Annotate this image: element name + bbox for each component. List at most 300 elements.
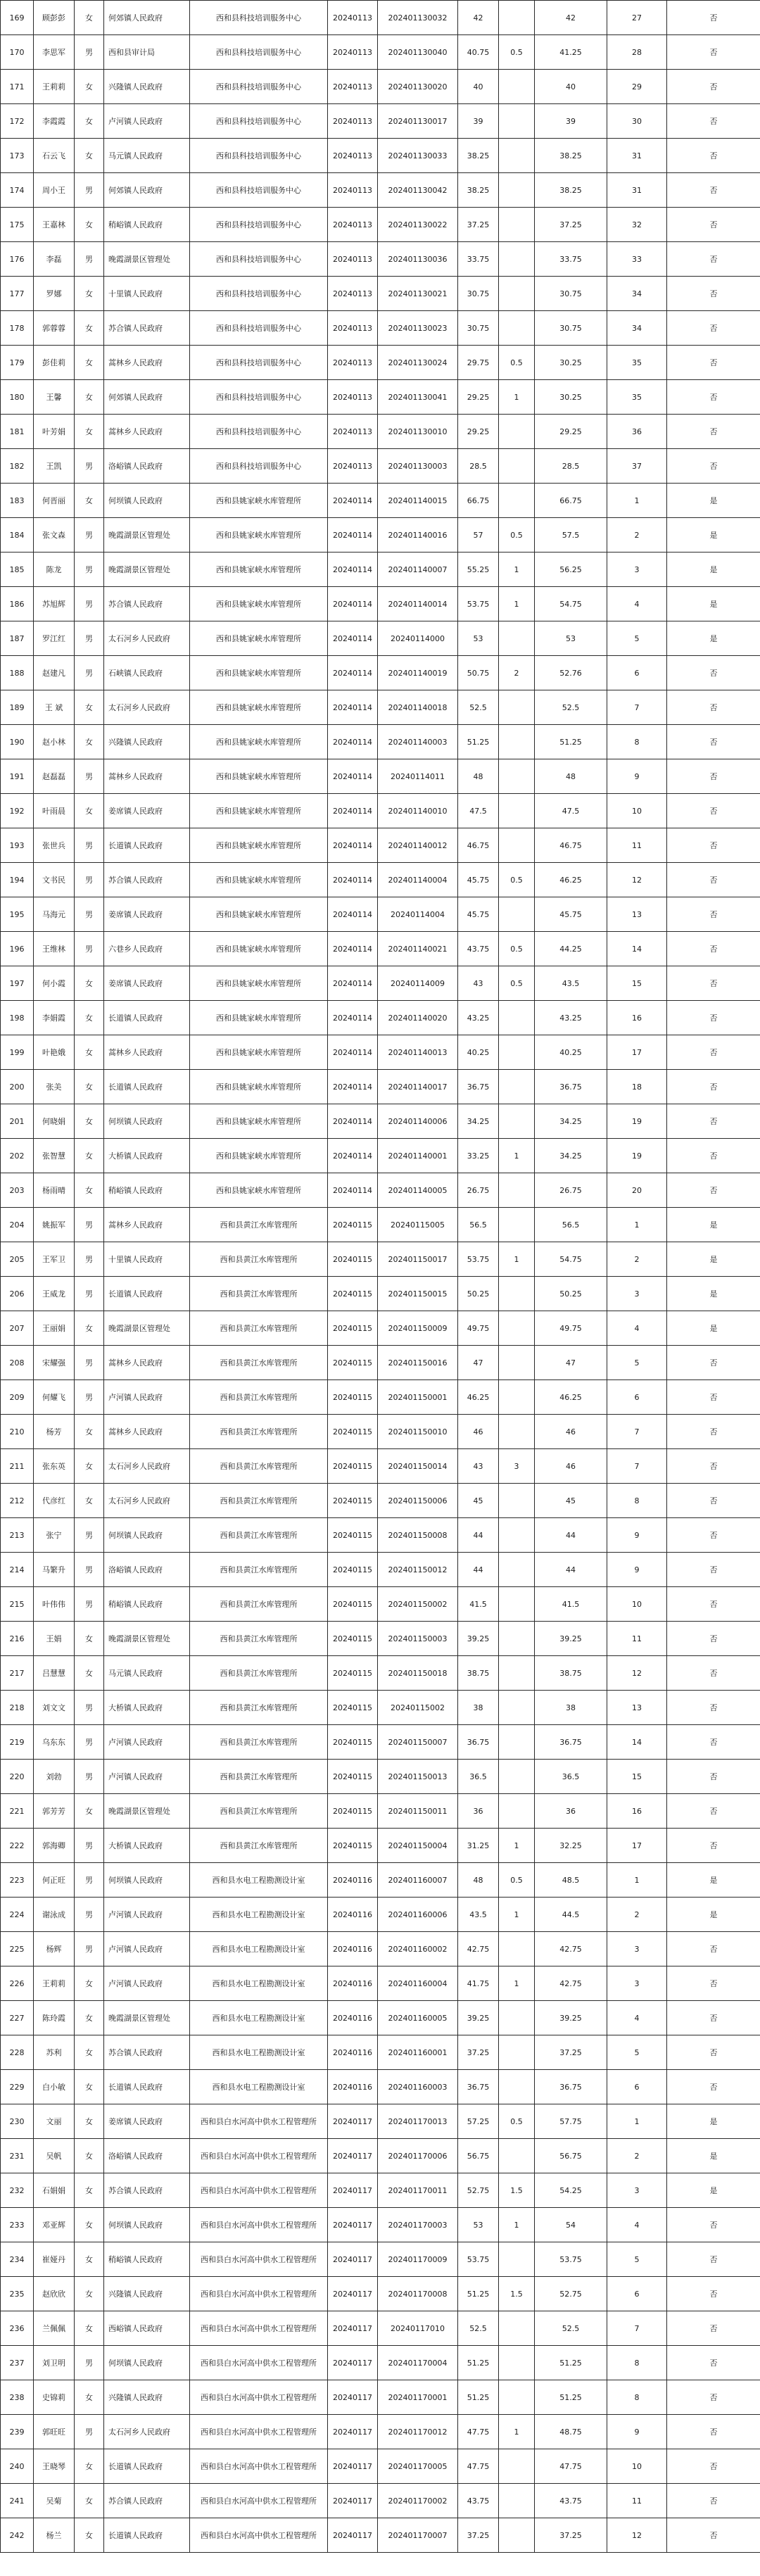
post-code-cell: 20240115 bbox=[328, 1415, 378, 1449]
post-code-cell: 20240115 bbox=[328, 1760, 378, 1794]
work-unit-cell: 何郊镇人民政府 bbox=[104, 380, 190, 415]
bonus-cell bbox=[499, 173, 535, 208]
total-score-cell: 46.25 bbox=[535, 863, 607, 897]
interview-cell: 否 bbox=[667, 208, 760, 242]
bonus-cell bbox=[499, 104, 535, 139]
bonus-cell bbox=[499, 1415, 535, 1449]
work-unit-cell: 苏合镇人民政府 bbox=[104, 863, 190, 897]
work-unit-cell: 姜席镇人民政府 bbox=[104, 2104, 190, 2139]
written-score-cell: 29.25 bbox=[458, 380, 499, 415]
rank-cell: 10 bbox=[607, 2449, 667, 2484]
total-score-cell: 37.25 bbox=[535, 2035, 607, 2070]
name-cell: 何小霞 bbox=[34, 966, 75, 1001]
table-row bbox=[1, 1242, 760, 1277]
seq-cell: 198 bbox=[1, 1001, 34, 1035]
work-unit-cell: 太石河乡人民政府 bbox=[104, 2415, 190, 2449]
applied-unit-cell: 西和县黄江水库管理所 bbox=[190, 1242, 328, 1277]
exam-number-cell: 202401130022 bbox=[378, 208, 458, 242]
total-score-cell: 52.75 bbox=[535, 2277, 607, 2311]
seq-cell: 207 bbox=[1, 1311, 34, 1346]
gender-cell: 女 bbox=[75, 2001, 104, 2035]
name-cell: 王威龙 bbox=[34, 1277, 75, 1311]
written-score-cell: 29.75 bbox=[458, 346, 499, 380]
total-score-cell: 47.5 bbox=[535, 794, 607, 828]
name-cell: 赵建凡 bbox=[34, 656, 75, 690]
interview-cell: 否 bbox=[667, 311, 760, 346]
name-cell: 王 斌 bbox=[34, 690, 75, 725]
rank-cell: 18 bbox=[607, 1070, 667, 1104]
post-code-cell: 20240114 bbox=[328, 1104, 378, 1139]
gender-cell: 女 bbox=[75, 1001, 104, 1035]
interview-cell: 否 bbox=[667, 2242, 760, 2277]
gender-cell: 男 bbox=[75, 1346, 104, 1380]
table-row bbox=[1, 1380, 760, 1415]
post-code-cell: 20240117 bbox=[328, 2484, 378, 2518]
written-score-cell: 44 bbox=[458, 1553, 499, 1587]
written-score-cell: 49.75 bbox=[458, 1311, 499, 1346]
table-row bbox=[1, 1208, 760, 1242]
table-row bbox=[1, 380, 760, 415]
post-code-cell: 20240114 bbox=[328, 518, 378, 553]
total-score-cell: 36.75 bbox=[535, 1725, 607, 1760]
name-cell: 顾彭彭 bbox=[34, 1, 75, 35]
work-unit-cell: 马元镇人民政府 bbox=[104, 139, 190, 173]
total-score-cell: 26.75 bbox=[535, 1173, 607, 1208]
table-row bbox=[1, 1484, 760, 1518]
post-code-cell: 20240113 bbox=[328, 449, 378, 484]
seq-cell: 216 bbox=[1, 1622, 34, 1656]
rank-cell: 32 bbox=[607, 208, 667, 242]
exam-number-cell: 202401140003 bbox=[378, 725, 458, 759]
post-code-cell: 20240114 bbox=[328, 966, 378, 1001]
table-row bbox=[1, 1070, 760, 1104]
exam-number-cell: 202401140007 bbox=[378, 553, 458, 587]
name-cell: 兰佩佩 bbox=[34, 2311, 75, 2346]
post-code-cell: 20240115 bbox=[328, 1242, 378, 1277]
interview-cell: 是 bbox=[667, 1311, 760, 1346]
name-cell: 张东英 bbox=[34, 1449, 75, 1484]
applied-unit-cell: 西和县黄江水库管理所 bbox=[190, 1587, 328, 1622]
table-row bbox=[1, 1553, 760, 1587]
interview-cell: 否 bbox=[667, 1829, 760, 1863]
interview-cell: 否 bbox=[667, 1760, 760, 1794]
seq-cell: 237 bbox=[1, 2346, 34, 2380]
exam-number-cell: 202401170008 bbox=[378, 2277, 458, 2311]
total-score-cell: 40 bbox=[535, 70, 607, 104]
post-code-cell: 20240117 bbox=[328, 2208, 378, 2242]
seq-cell: 180 bbox=[1, 380, 34, 415]
table-row bbox=[1, 1622, 760, 1656]
seq-cell: 229 bbox=[1, 2070, 34, 2104]
rank-cell: 13 bbox=[607, 1691, 667, 1725]
rank-cell: 6 bbox=[607, 656, 667, 690]
seq-cell: 181 bbox=[1, 415, 34, 449]
gender-cell: 女 bbox=[75, 1, 104, 35]
table-row bbox=[1, 139, 760, 173]
work-unit-cell: 蒿林乡人民政府 bbox=[104, 1415, 190, 1449]
rank-cell: 2 bbox=[607, 1898, 667, 1932]
seq-cell: 172 bbox=[1, 104, 34, 139]
gender-cell: 女 bbox=[75, 415, 104, 449]
work-unit-cell: 兴隆镇人民政府 bbox=[104, 2380, 190, 2415]
name-cell: 赵欣欣 bbox=[34, 2277, 75, 2311]
bonus-cell bbox=[499, 828, 535, 863]
total-score-cell: 52.76 bbox=[535, 656, 607, 690]
rank-cell: 2 bbox=[607, 1242, 667, 1277]
gender-cell: 女 bbox=[75, 380, 104, 415]
rank-cell: 7 bbox=[607, 2311, 667, 2346]
work-unit-cell: 卢河镇人民政府 bbox=[104, 1932, 190, 1966]
interview-cell: 否 bbox=[667, 346, 760, 380]
table-row bbox=[1, 1104, 760, 1139]
exam-number-cell: 202401150003 bbox=[378, 1622, 458, 1656]
bonus-cell: 1 bbox=[499, 1966, 535, 2001]
work-unit-cell: 大桥镇人民政府 bbox=[104, 1691, 190, 1725]
bonus-cell: 1 bbox=[499, 1829, 535, 1863]
name-cell: 吴帆 bbox=[34, 2139, 75, 2173]
post-code-cell: 20240116 bbox=[328, 1932, 378, 1966]
bonus-cell: 0.5 bbox=[499, 346, 535, 380]
written-score-cell: 53 bbox=[458, 2208, 499, 2242]
name-cell: 陈玲霞 bbox=[34, 2001, 75, 2035]
exam-number-cell: 202401140016 bbox=[378, 518, 458, 553]
table-row bbox=[1, 2139, 760, 2173]
work-unit-cell: 长道镇人民政府 bbox=[104, 828, 190, 863]
gender-cell: 女 bbox=[75, 1449, 104, 1484]
total-score-cell: 44 bbox=[535, 1553, 607, 1587]
gender-cell: 男 bbox=[75, 1691, 104, 1725]
applied-unit-cell: 西和县姚家峡水库管理所 bbox=[190, 553, 328, 587]
rank-cell: 8 bbox=[607, 725, 667, 759]
total-score-cell: 28.5 bbox=[535, 449, 607, 484]
table-row bbox=[1, 2208, 760, 2242]
written-score-cell: 43 bbox=[458, 1449, 499, 1484]
name-cell: 邓亚辉 bbox=[34, 2208, 75, 2242]
interview-cell: 否 bbox=[667, 242, 760, 277]
work-unit-cell: 石峡镇人民政府 bbox=[104, 656, 190, 690]
gender-cell: 男 bbox=[75, 621, 104, 656]
bonus-cell bbox=[499, 1070, 535, 1104]
applied-unit-cell: 西和县科技培训服务中心 bbox=[190, 311, 328, 346]
gender-cell: 女 bbox=[75, 484, 104, 518]
bonus-cell bbox=[499, 2139, 535, 2173]
written-score-cell: 36.75 bbox=[458, 1070, 499, 1104]
table-row bbox=[1, 2104, 760, 2139]
written-score-cell: 66.75 bbox=[458, 484, 499, 518]
post-code-cell: 20240115 bbox=[328, 1311, 378, 1346]
bonus-cell bbox=[499, 1760, 535, 1794]
gender-cell: 女 bbox=[75, 104, 104, 139]
seq-cell: 228 bbox=[1, 2035, 34, 2070]
rank-cell: 1 bbox=[607, 1208, 667, 1242]
applied-unit-cell: 西和县姚家峡水库管理所 bbox=[190, 863, 328, 897]
bonus-cell bbox=[499, 449, 535, 484]
interview-cell: 是 bbox=[667, 2104, 760, 2139]
table-row bbox=[1, 587, 760, 621]
post-code-cell: 20240115 bbox=[328, 1553, 378, 1587]
bonus-cell bbox=[499, 1277, 535, 1311]
post-code-cell: 20240113 bbox=[328, 415, 378, 449]
interview-cell: 否 bbox=[667, 1035, 760, 1070]
seq-cell: 185 bbox=[1, 553, 34, 587]
work-unit-cell: 晚霞湖景区管理处 bbox=[104, 1622, 190, 1656]
bonus-cell bbox=[499, 794, 535, 828]
gender-cell: 男 bbox=[75, 1380, 104, 1415]
written-score-cell: 43.75 bbox=[458, 932, 499, 966]
table-row bbox=[1, 1966, 760, 2001]
applied-unit-cell: 西和县白水河高中供水工程管理所 bbox=[190, 2346, 328, 2380]
work-unit-cell: 何郊镇人民政府 bbox=[104, 173, 190, 208]
name-cell: 王莉莉 bbox=[34, 1966, 75, 2001]
seq-cell: 201 bbox=[1, 1104, 34, 1139]
post-code-cell: 20240114 bbox=[328, 863, 378, 897]
exam-number-cell: 20240114009 bbox=[378, 966, 458, 1001]
interview-cell: 否 bbox=[667, 1553, 760, 1587]
written-score-cell: 42 bbox=[458, 1, 499, 35]
seq-cell: 210 bbox=[1, 1415, 34, 1449]
rank-cell: 10 bbox=[607, 1587, 667, 1622]
name-cell: 杨雨晴 bbox=[34, 1173, 75, 1208]
work-unit-cell: 兴隆镇人民政府 bbox=[104, 725, 190, 759]
bonus-cell bbox=[499, 1691, 535, 1725]
work-unit-cell: 苏合镇人民政府 bbox=[104, 2035, 190, 2070]
post-code-cell: 20240115 bbox=[328, 1484, 378, 1518]
applied-unit-cell: 西和县黄江水库管理所 bbox=[190, 1553, 328, 1587]
gender-cell: 男 bbox=[75, 863, 104, 897]
gender-cell: 男 bbox=[75, 553, 104, 587]
work-unit-cell: 何坝镇人民政府 bbox=[104, 2346, 190, 2380]
exam-number-cell: 202401160003 bbox=[378, 2070, 458, 2104]
seq-cell: 220 bbox=[1, 1760, 34, 1794]
name-cell: 杨兰 bbox=[34, 2518, 75, 2553]
name-cell: 赵磊磊 bbox=[34, 759, 75, 794]
rank-cell: 9 bbox=[607, 1553, 667, 1587]
work-unit-cell: 卢河镇人民政府 bbox=[104, 1898, 190, 1932]
seq-cell: 169 bbox=[1, 1, 34, 35]
work-unit-cell: 洛峪镇人民政府 bbox=[104, 1553, 190, 1587]
rank-cell: 4 bbox=[607, 1311, 667, 1346]
applied-unit-cell: 西和县姚家峡水库管理所 bbox=[190, 690, 328, 725]
written-score-cell: 38 bbox=[458, 1691, 499, 1725]
applied-unit-cell: 西和县水电工程勘测设计室 bbox=[190, 1898, 328, 1932]
bonus-cell bbox=[499, 208, 535, 242]
name-cell: 王凯 bbox=[34, 449, 75, 484]
rank-cell: 7 bbox=[607, 1415, 667, 1449]
exam-number-cell: 202401160007 bbox=[378, 1863, 458, 1898]
work-unit-cell: 稍峪镇人民政府 bbox=[104, 2242, 190, 2277]
table-row bbox=[1, 794, 760, 828]
seq-cell: 202 bbox=[1, 1139, 34, 1173]
work-unit-cell: 晚霞湖景区管理处 bbox=[104, 553, 190, 587]
bonus-cell: 0.5 bbox=[499, 863, 535, 897]
table-row bbox=[1, 1656, 760, 1691]
bonus-cell bbox=[499, 1346, 535, 1380]
table-row bbox=[1, 2518, 760, 2553]
name-cell: 杨芳 bbox=[34, 1415, 75, 1449]
post-code-cell: 20240117 bbox=[328, 2173, 378, 2208]
work-unit-cell: 何坝镇人民政府 bbox=[104, 484, 190, 518]
work-unit-cell: 姜席镇人民政府 bbox=[104, 794, 190, 828]
work-unit-cell: 姜席镇人民政府 bbox=[104, 897, 190, 932]
exam-number-cell: 202401170003 bbox=[378, 2208, 458, 2242]
work-unit-cell: 晚霞湖景区管理处 bbox=[104, 242, 190, 277]
interview-cell: 否 bbox=[667, 1966, 760, 2001]
work-unit-cell: 卢河镇人民政府 bbox=[104, 104, 190, 139]
rank-cell: 14 bbox=[607, 1725, 667, 1760]
interview-cell: 否 bbox=[667, 35, 760, 70]
gender-cell: 女 bbox=[75, 277, 104, 311]
post-code-cell: 20240114 bbox=[328, 553, 378, 587]
bonus-cell bbox=[499, 139, 535, 173]
interview-cell: 是 bbox=[667, 484, 760, 518]
post-code-cell: 20240114 bbox=[328, 794, 378, 828]
seq-cell: 234 bbox=[1, 2242, 34, 2277]
rank-cell: 16 bbox=[607, 1001, 667, 1035]
gender-cell: 男 bbox=[75, 1553, 104, 1587]
written-score-cell: 39 bbox=[458, 104, 499, 139]
gender-cell: 女 bbox=[75, 1035, 104, 1070]
name-cell: 王维林 bbox=[34, 932, 75, 966]
seq-cell: 171 bbox=[1, 70, 34, 104]
rank-cell: 35 bbox=[607, 380, 667, 415]
post-code-cell: 20240116 bbox=[328, 2001, 378, 2035]
gender-cell: 男 bbox=[75, 2346, 104, 2380]
name-cell: 杨辉 bbox=[34, 1932, 75, 1966]
post-code-cell: 20240115 bbox=[328, 1449, 378, 1484]
bonus-cell: 1 bbox=[499, 1242, 535, 1277]
interview-cell: 否 bbox=[667, 139, 760, 173]
name-cell: 吕慧慧 bbox=[34, 1656, 75, 1691]
bonus-cell bbox=[499, 725, 535, 759]
post-code-cell: 20240114 bbox=[328, 1139, 378, 1173]
gender-cell: 女 bbox=[75, 2208, 104, 2242]
work-unit-cell: 太石河乡人民政府 bbox=[104, 1449, 190, 1484]
written-score-cell: 53 bbox=[458, 621, 499, 656]
rank-cell: 3 bbox=[607, 553, 667, 587]
exam-number-cell: 202401150008 bbox=[378, 1518, 458, 1553]
interview-cell: 否 bbox=[667, 2001, 760, 2035]
applied-unit-cell: 西和县科技培训服务中心 bbox=[190, 1, 328, 35]
total-score-cell: 49.75 bbox=[535, 1311, 607, 1346]
table-row bbox=[1, 1, 760, 35]
interview-cell: 是 bbox=[667, 1898, 760, 1932]
written-score-cell: 40 bbox=[458, 70, 499, 104]
name-cell: 赵小林 bbox=[34, 725, 75, 759]
post-code-cell: 20240115 bbox=[328, 1691, 378, 1725]
total-score-cell: 34.25 bbox=[535, 1139, 607, 1173]
table-row bbox=[1, 484, 760, 518]
applied-unit-cell: 西和县姚家峡水库管理所 bbox=[190, 587, 328, 621]
work-unit-cell: 洛峪镇人民政府 bbox=[104, 449, 190, 484]
seq-cell: 204 bbox=[1, 1208, 34, 1242]
rank-cell: 8 bbox=[607, 2380, 667, 2415]
bonus-cell: 0.5 bbox=[499, 35, 535, 70]
seq-cell: 182 bbox=[1, 449, 34, 484]
interview-cell: 是 bbox=[667, 553, 760, 587]
total-score-cell: 32.25 bbox=[535, 1829, 607, 1863]
bonus-cell bbox=[499, 1518, 535, 1553]
work-unit-cell: 稍峪镇人民政府 bbox=[104, 1587, 190, 1622]
name-cell: 王军卫 bbox=[34, 1242, 75, 1277]
applied-unit-cell: 西和县黄江水库管理所 bbox=[190, 1518, 328, 1553]
applied-unit-cell: 西和县科技培训服务中心 bbox=[190, 415, 328, 449]
table-row bbox=[1, 1311, 760, 1346]
interview-cell: 是 bbox=[667, 1863, 760, 1898]
applied-unit-cell: 西和县姚家峡水库管理所 bbox=[190, 725, 328, 759]
exam-number-cell: 202401150001 bbox=[378, 1380, 458, 1415]
written-score-cell: 29.25 bbox=[458, 415, 499, 449]
bonus-cell: 0.5 bbox=[499, 932, 535, 966]
applied-unit-cell: 西和县白水河高中供水工程管理所 bbox=[190, 2242, 328, 2277]
gender-cell: 女 bbox=[75, 139, 104, 173]
bonus-cell bbox=[499, 1311, 535, 1346]
name-cell: 崔娅丹 bbox=[34, 2242, 75, 2277]
name-cell: 李磊 bbox=[34, 242, 75, 277]
total-score-cell: 66.75 bbox=[535, 484, 607, 518]
rank-cell: 8 bbox=[607, 1484, 667, 1518]
written-score-cell: 39.25 bbox=[458, 2001, 499, 2035]
exam-number-cell: 202401160006 bbox=[378, 1898, 458, 1932]
bonus-cell bbox=[499, 2518, 535, 2553]
bonus-cell: 1 bbox=[499, 1898, 535, 1932]
name-cell: 周小王 bbox=[34, 173, 75, 208]
bonus-cell: 1.5 bbox=[499, 2277, 535, 2311]
post-code-cell: 20240117 bbox=[328, 2346, 378, 2380]
name-cell: 叶芳娟 bbox=[34, 415, 75, 449]
post-code-cell: 20240115 bbox=[328, 1622, 378, 1656]
total-score-cell: 42.75 bbox=[535, 1966, 607, 2001]
seq-cell: 188 bbox=[1, 656, 34, 690]
table-row bbox=[1, 1001, 760, 1035]
applied-unit-cell: 西和县黄江水库管理所 bbox=[190, 1208, 328, 1242]
gender-cell: 男 bbox=[75, 587, 104, 621]
name-cell: 苏利 bbox=[34, 2035, 75, 2070]
exam-number-cell: 202401130020 bbox=[378, 70, 458, 104]
written-score-cell: 45.75 bbox=[458, 897, 499, 932]
table-row bbox=[1, 208, 760, 242]
rank-cell: 5 bbox=[607, 2035, 667, 2070]
post-code-cell: 20240113 bbox=[328, 70, 378, 104]
work-unit-cell: 何坝镇人民政府 bbox=[104, 1104, 190, 1139]
total-score-cell: 43.25 bbox=[535, 1001, 607, 1035]
written-score-cell: 28.5 bbox=[458, 449, 499, 484]
written-score-cell: 56.5 bbox=[458, 1208, 499, 1242]
exam-number-cell: 202401170007 bbox=[378, 2518, 458, 2553]
seq-cell: 195 bbox=[1, 897, 34, 932]
gender-cell: 女 bbox=[75, 794, 104, 828]
exam-number-cell: 202401140004 bbox=[378, 863, 458, 897]
name-cell: 王娟 bbox=[34, 1622, 75, 1656]
seq-cell: 219 bbox=[1, 1725, 34, 1760]
rank-cell: 19 bbox=[607, 1139, 667, 1173]
total-score-cell: 36.5 bbox=[535, 1760, 607, 1794]
bonus-cell bbox=[499, 2380, 535, 2415]
exam-number-cell: 202401160001 bbox=[378, 2035, 458, 2070]
written-score-cell: 51.25 bbox=[458, 2346, 499, 2380]
gender-cell: 女 bbox=[75, 2104, 104, 2139]
gender-cell: 男 bbox=[75, 2415, 104, 2449]
interview-cell: 是 bbox=[667, 587, 760, 621]
exam-number-cell: 202401130021 bbox=[378, 277, 458, 311]
gender-cell: 男 bbox=[75, 656, 104, 690]
post-code-cell: 20240114 bbox=[328, 587, 378, 621]
written-score-cell: 36.75 bbox=[458, 2070, 499, 2104]
total-score-cell: 53.75 bbox=[535, 2242, 607, 2277]
total-score-cell: 44.5 bbox=[535, 1898, 607, 1932]
gender-cell: 男 bbox=[75, 1760, 104, 1794]
written-score-cell: 38.25 bbox=[458, 139, 499, 173]
table-row bbox=[1, 1449, 760, 1484]
